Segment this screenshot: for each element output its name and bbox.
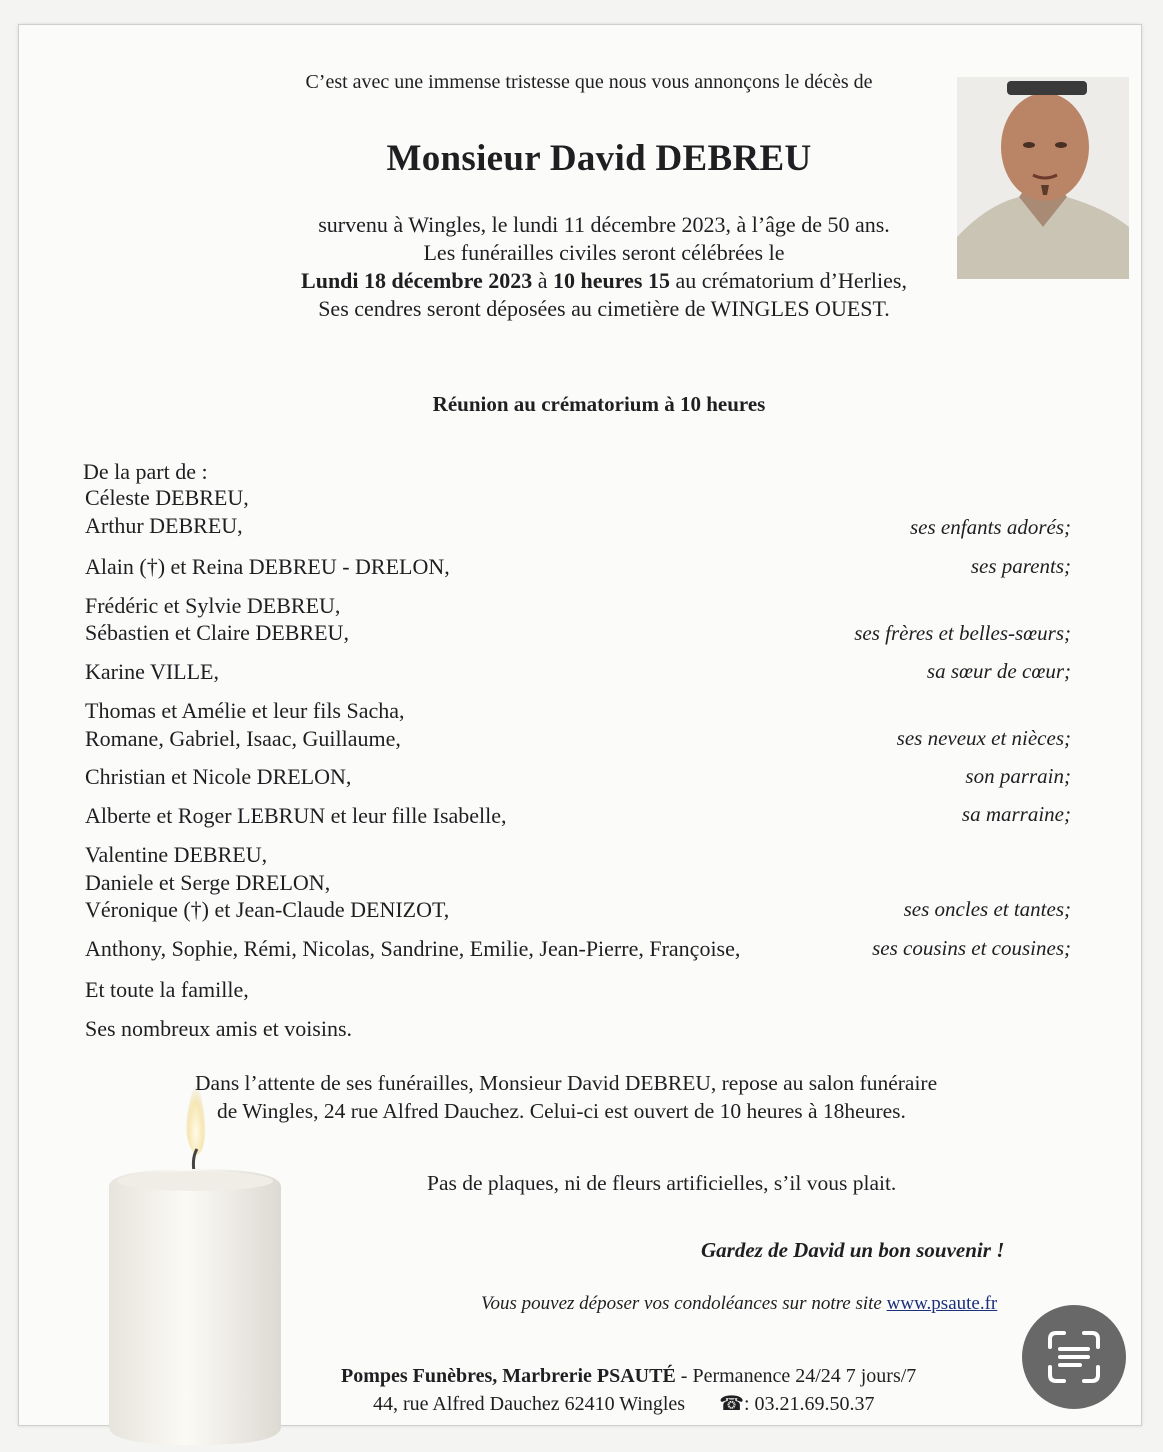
ceremony-time: 10 heures 15 [553,268,670,293]
family-name: Céleste DEBREU, [85,485,249,510]
obituary-sheet [18,24,1142,1426]
company-hours: Permanence 24/24 7 jours/7 [692,1365,917,1387]
candle-icon [105,1077,285,1447]
reunion-notice: Réunion au crématorium à 10 heures [432,392,766,416]
family-relation: ses neveux et nièces; [896,726,1071,750]
family-relation: ses cousins et cousines; [872,936,1071,960]
death-details: survenu à Wingles, le lundi 11 décembre 2023, à l’âge de 50 ans. [318,212,890,237]
family-closing: Et toute la famille, [85,977,249,1002]
phone-icon: ☎ [719,1393,744,1415]
no-flowers-notice: Pas de plaques, ni de fleurs artificielles, s’il vous plait. [427,1171,897,1195]
family-name: Alain (†) et Reina DEBREU - DRELON, [85,554,450,579]
company-contact [373,1391,875,1416]
portrait-photo [957,77,1129,279]
family-relation: son parrain; [965,764,1071,788]
family-name: Romane, Gabriel, Isaac, Guillaume, [85,726,401,751]
family-name: Véronique (†) et Jean-Claude DENIZOT, [85,897,450,922]
website-link[interactable]: www.psaute.fr [886,1293,998,1314]
ceremony-at: à [537,268,548,293]
friends-closing: Ses nombreux amis et voisins. [85,1016,353,1041]
company-phone: : 03.21.69.50.37 [744,1393,875,1415]
ceremony-date: Lundi 18 décembre 2023 [301,268,533,293]
family-relation: sa sœur de cœur; [926,659,1071,683]
family-name: Arthur DEBREU, [85,513,243,538]
family-relation: sa marraine; [961,802,1071,826]
family-name: Anthony, Sophie, Rémi, Nicolas, Sandrine, Emilie, Jean-Pierre, Françoise, [85,936,741,961]
family-relation: ses frères et belles-sœurs; [854,621,1071,645]
family-name: Daniele et Serge DRELON, [85,870,331,895]
visitation-line-2: de Wingles, 24 rue Alfred Dauchez. Celui-ci est ouvert de 10 heures à 18heures. [217,1099,906,1123]
ashes-location: Ses cendres seront déposées au cimetière de WINGLES OUEST. [318,296,890,321]
from-label: De la part de : [83,459,208,484]
family-name: Karine VILLE, [85,659,219,684]
intro-text: C’est avec une immense tristesse que nous vous annonçons le décès de [305,71,873,93]
company-dash: - [680,1365,688,1387]
company-address: 44, rue Alfred Dauchez 62410 Wingles [373,1393,686,1415]
condolences-text [481,1293,997,1315]
family-relation: ses enfants adorés; [910,515,1071,539]
family-name: Sébastien et Claire DEBREU, [85,620,349,645]
family-name: Thomas et Amélie et leur fils Sacha, [85,698,405,723]
family-name: Christian et Nicole DRELON, [85,764,352,789]
text-scan-icon [1022,1305,1126,1409]
family-relation: ses oncles et tantes; [903,897,1071,921]
deceased-name: Monsieur David DEBREU [386,138,812,179]
ceremony-datetime [234,267,974,295]
family-name: Frédéric et Sylvie DEBREU, [85,593,341,618]
souvenir-text: Gardez de David un bon souvenir ! [701,1238,1005,1262]
text-scan-button[interactable] [1022,1305,1126,1409]
family-name: Valentine DEBREU, [85,842,268,867]
family-name: Alberte et Roger LEBRUN et leur fille Isabelle, [85,803,507,828]
company-line [341,1365,916,1388]
family-relation: ses parents; [970,554,1071,578]
ceremony-place: au crématorium d’Herlies, [675,268,907,293]
ceremony-intro: Les funérailles civiles seront célébrées le [423,240,785,265]
condolences-label: Vous pouvez déposer vos condoléances sur notre site [481,1293,882,1314]
company-name: Pompes Funèbres, Marbrerie PSAUTÉ [341,1365,676,1387]
visitation-line-1: Dans l’attente de ses funérailles, Monsieur David DEBREU, repose au salon funéraire [195,1071,938,1095]
